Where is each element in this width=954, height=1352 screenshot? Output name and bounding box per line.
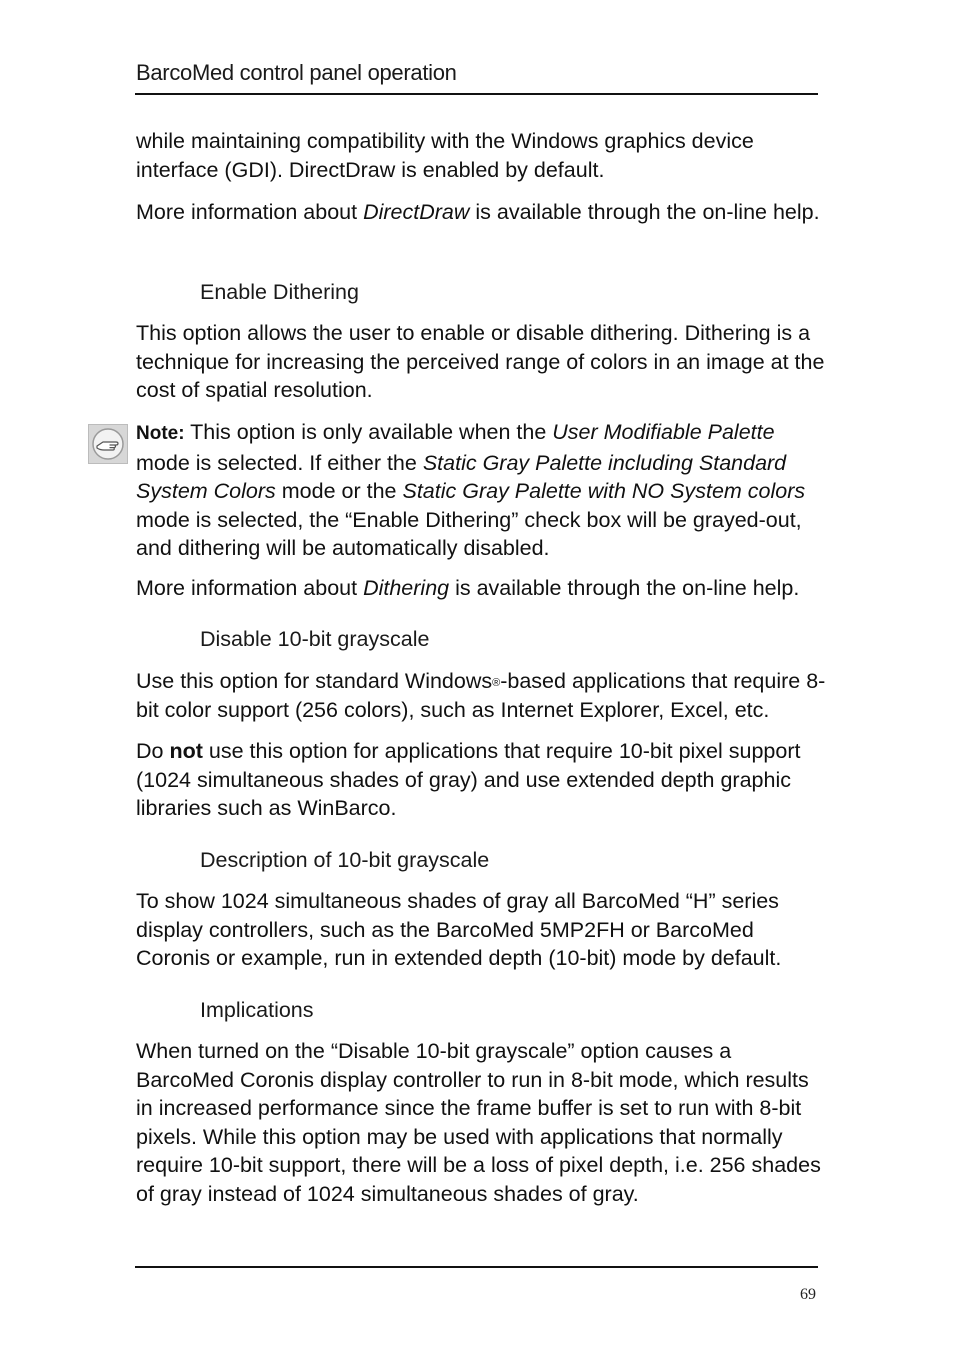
- text-run: More information about: [136, 200, 364, 224]
- palette-mode-term: Static Gray Palette with NO System colors: [402, 479, 806, 503]
- pointing-hand-icon: [88, 424, 128, 464]
- text-run: More information about: [136, 576, 364, 600]
- disable-10bit-warning-paragraph: [136, 737, 826, 823]
- emphasis-not: not: [169, 739, 203, 763]
- intro-paragraph: while maintaining compatibility with the Windows graphics device interface (GDI). DirectDraw is enabled by default.: [136, 129, 754, 182]
- description-10bit-paragraph: To show 1024 simultaneous shades of gray all BarcoMed “H” series display controllers, such as the BarcoMed 5MP2FH or BarcoMed Coronis or example, run in extended depth (10-bit) mode by default.: [136, 889, 782, 970]
- text-run: This option is only available when the: [184, 420, 553, 444]
- section-heading-description-10bit: Description of 10-bit grayscale: [200, 848, 490, 872]
- text-run: mode or the: [275, 479, 403, 503]
- dithering-term: Dithering: [363, 576, 450, 600]
- directdraw-info-paragraph: [136, 198, 826, 227]
- footer-rule: [135, 1266, 818, 1268]
- text-run: mode is selected, the “Enable Dithering” check box will be grayed-out, and dithering will be automatically disabled.: [136, 507, 802, 560]
- header-rule: [135, 93, 818, 95]
- text-run: Use this option for standard Windows: [136, 669, 493, 693]
- text-run: use this option for applications that require 10-bit pixel support (1024 simultaneous shades of gray) and use extended depth graphic libraries such as WinBarco.: [136, 739, 801, 820]
- text-run: is available through the on-line help.: [449, 576, 800, 600]
- registered-mark: ®: [492, 677, 501, 689]
- text-run: -based applications that require 8-bit color support (256 colors), such as Internet Explorer, Excel, etc.: [136, 669, 826, 722]
- dithering-description: This option allows the user to enable or disable dithering. Dithering is a technique for increasing the perceived range of colors in an image at the cost of spatial resolution.: [136, 321, 825, 402]
- palette-mode-term: Static Gray Palette including Standard System Colors: [136, 450, 787, 503]
- directdraw-term: DirectDraw: [363, 200, 470, 224]
- page-number: 69: [800, 1286, 816, 1303]
- implications-paragraph: When turned on the “Disable 10-bit grayscale” option causes a BarcoMed Coronis display controller to run in 8-bit mode, which results in increased performance since the frame buffer is set to run with 8-bit pixels. While this option may be used with applications that normally require 10-bit support, there will be a loss of pixel depth, i.e. 256 shades of gray instead of 1024 simultaneous shades of gray.: [136, 1039, 821, 1206]
- note-label: Note:: [136, 423, 185, 444]
- text-run: is available through the on-line help.: [469, 200, 820, 224]
- section-heading-implications: Implications: [200, 998, 314, 1022]
- disable-10bit-usage-paragraph: [136, 667, 826, 724]
- text-run: Do: [136, 739, 170, 763]
- section-heading-enable-dithering: Enable Dithering: [200, 280, 359, 304]
- text-run: mode is selected. If either the: [136, 450, 423, 475]
- section-heading-disable-10bit: Disable 10-bit grayscale: [200, 627, 430, 651]
- running-header-title: BarcoMed control panel operation: [136, 60, 457, 85]
- dithering-note: [136, 418, 826, 563]
- palette-mode-term: User Modifiable Palette: [552, 420, 775, 444]
- dithering-info-paragraph: [136, 574, 826, 603]
